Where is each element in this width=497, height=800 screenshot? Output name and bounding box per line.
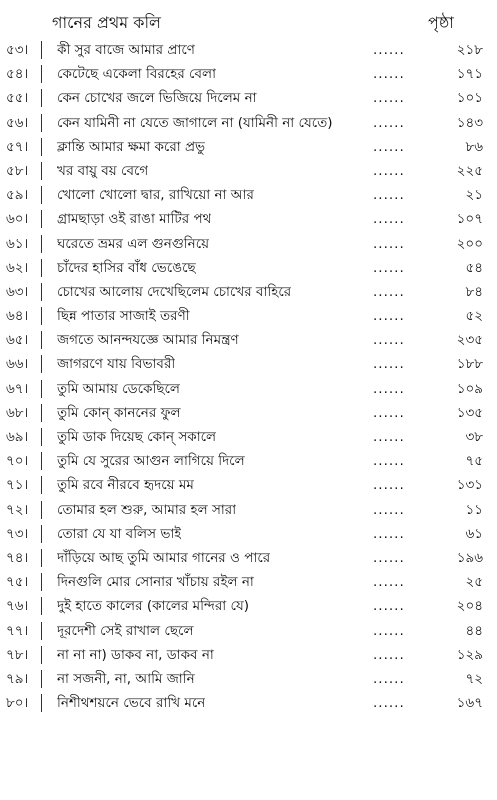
song-first-line: তুমি কোন্‌ কাননের ফুল [57, 404, 181, 421]
leader-dots: ...... [373, 90, 405, 107]
row-divider [41, 525, 42, 543]
song-first-line: দূরদেশী সেই রাখাল ছেলে [57, 622, 194, 639]
song-first-line: নিশীথশয়নে ভেবে রাখি মনে [57, 695, 206, 712]
index-row [0, 183, 497, 207]
song-first-line: তোরা যে যা বলিস ভাই [57, 525, 182, 542]
row-divider [41, 259, 42, 277]
leader-dots: ...... [373, 574, 405, 591]
page-number: ৮৬ [465, 138, 483, 155]
leader-dots: ...... [373, 695, 405, 712]
leader-dots: ...... [373, 187, 405, 204]
page-number: ১৮৮ [456, 356, 483, 373]
leader-dots: ...... [373, 283, 405, 300]
index-row [0, 352, 497, 376]
page-number: ১৩৫ [456, 404, 483, 421]
index-row [0, 135, 497, 159]
row-number: ৭৩। [6, 525, 29, 542]
page-number: ৭৫ [465, 453, 483, 470]
page-number: ১১ [465, 501, 483, 518]
leader-dots: ...... [373, 622, 405, 639]
leader-dots: ...... [373, 332, 405, 349]
index-row [0, 232, 497, 256]
index-row [0, 425, 497, 449]
leader-dots: ...... [373, 138, 405, 155]
page-number: ৩৮ [465, 429, 483, 445]
page-number: ৮৪ [465, 283, 483, 300]
page-number: ৪৪ [465, 622, 483, 639]
index-row [0, 643, 497, 667]
row-number: ৬২। [6, 259, 29, 276]
page-number: ২০০ [456, 235, 483, 252]
song-first-line: ঘরেতে ভ্রমর এল গুনগুনিয়ে [57, 235, 210, 252]
song-first-line: জাগরণে যায় বিভাবরী [57, 356, 176, 373]
row-divider [41, 573, 42, 591]
page-number: ১২৯ [456, 646, 483, 663]
row-divider [41, 355, 42, 373]
leader-dots: ...... [373, 646, 405, 663]
row-divider [41, 307, 42, 325]
leader-dots: ...... [373, 114, 405, 131]
song-first-line: তুমি আমায় ডেকেছিলে [57, 380, 180, 397]
row-divider [41, 331, 42, 349]
row-number: ৭৮। [6, 646, 29, 663]
song-first-line: চোখের আলোয় দেখেছিলেম চোখের বাহিরে [57, 283, 292, 300]
row-divider [41, 283, 42, 301]
page-number: ১৯৬ [456, 549, 483, 566]
page-number: ৭২ [465, 670, 483, 687]
index-row [0, 377, 497, 401]
song-first-line: ছিন্ন পাতার সাজাই তরণী [57, 308, 190, 325]
page-number: ১০৯ [456, 380, 483, 397]
page-number: ২০৪ [456, 598, 483, 615]
song-first-line: কেটেছে একেলা বিরহের বেলা [57, 66, 217, 83]
row-number: ৫৯। [6, 187, 29, 204]
song-first-line: দিনগুলি মোর সোনার খাঁচায় রইল না [57, 574, 254, 591]
row-number: ৭১। [6, 477, 29, 494]
row-divider [41, 162, 42, 180]
index-row [0, 256, 497, 280]
song-first-line: খোলো খোলো দ্বার, রাখিয়ো না আর [57, 187, 254, 204]
song-first-line: জগতে আনন্দযজ্ঞে আমার নিমন্ত্রণ [57, 332, 239, 349]
leader-dots: ...... [373, 477, 405, 494]
row-number: ৬৫। [6, 332, 29, 349]
row-number: ৭০। [6, 453, 29, 470]
leader-dots: ...... [373, 162, 405, 179]
index-row [0, 546, 497, 570]
index-row [0, 207, 497, 231]
row-number: ৬৪। [6, 308, 29, 325]
row-divider [41, 452, 42, 470]
row-divider [41, 65, 42, 83]
page-number: ২৫ [465, 574, 483, 591]
page-number: ২৩৫ [456, 332, 483, 349]
leader-dots: ...... [373, 404, 405, 421]
index-row [0, 62, 497, 86]
row-divider [41, 114, 42, 132]
leader-dots: ...... [373, 429, 405, 445]
row-number: ৭৯। [6, 670, 29, 687]
leader-dots: ...... [373, 598, 405, 615]
index-header [0, 10, 497, 38]
index-row [0, 401, 497, 425]
row-divider [41, 597, 42, 615]
song-first-line: দাঁড়িয়ে আছ তুমি আমার গানের ও পারে [57, 549, 271, 566]
row-number: ৬৩। [6, 283, 29, 300]
row-number: ৭৬। [6, 598, 29, 615]
row-divider [41, 404, 42, 422]
page-number: ১৬৭ [456, 695, 483, 712]
page-number: ১০১ [456, 90, 483, 107]
page-heading: পৃষ্ঠা [428, 13, 454, 32]
leader-dots: ...... [373, 66, 405, 83]
song-first-line: কেন যামিনী না যেতে জাগালে না (যামিনী না যেতে) [57, 114, 333, 131]
row-divider [41, 41, 42, 59]
index-row [0, 522, 497, 546]
index-row [0, 498, 497, 522]
row-divider [41, 186, 42, 204]
row-number: ৭২। [6, 501, 29, 518]
index-row [0, 570, 497, 594]
row-number: ৭৫। [6, 574, 29, 591]
row-divider [41, 476, 42, 494]
row-divider [41, 138, 42, 156]
index-row [0, 449, 497, 473]
song-first-line: দুই হাতে কালের (কালের মন্দিরা যে) [57, 598, 249, 615]
row-divider [41, 235, 42, 253]
row-number: ৮০। [6, 695, 29, 712]
leader-dots: ...... [373, 549, 405, 566]
song-first-line: গ্রামছাড়া ওই রাঙা মাটির পথ [57, 211, 212, 228]
row-number: ৫৮। [6, 162, 29, 179]
song-first-line: খর বায়ু বয় বেগে [57, 162, 149, 179]
leader-dots: ...... [373, 356, 405, 373]
leader-dots: ...... [373, 501, 405, 518]
index-row [0, 159, 497, 183]
row-divider [41, 622, 42, 640]
index-row [0, 691, 497, 715]
row-divider [41, 549, 42, 567]
row-divider [41, 428, 42, 446]
leader-dots: ...... [373, 259, 405, 276]
song-first-line: তুমি রবে নীরবে হৃদয়ে মম [57, 477, 194, 494]
row-number: ৭৭। [6, 622, 29, 639]
row-number: ৫৩। [6, 42, 29, 58]
page-number: ১০৭ [456, 211, 483, 228]
page-number: ২১৮ [456, 42, 483, 58]
index-row [0, 38, 497, 62]
row-divider [41, 210, 42, 228]
song-first-line: কেন চোখের জলে ভিজিয়ে দিলেম না [57, 90, 257, 107]
page-number: ২১ [465, 187, 483, 204]
row-number: ৫৭। [6, 138, 29, 155]
index-row [0, 667, 497, 691]
leader-dots: ...... [373, 42, 405, 58]
index-row [0, 473, 497, 497]
page-number: ১৩১ [456, 477, 483, 494]
index-row [0, 111, 497, 135]
song-first-line: তোমার হল শুরু, আমার হল সারা [57, 501, 237, 518]
row-divider [41, 380, 42, 398]
index-row [0, 619, 497, 643]
row-number: ৬৮। [6, 404, 29, 421]
page-number: ১৭১ [456, 66, 483, 83]
row-number: ৬৯। [6, 429, 29, 445]
row-number: ৭৪। [6, 549, 29, 566]
leader-dots: ...... [373, 525, 405, 542]
row-number: ৬০। [6, 211, 29, 228]
song-first-line: তুমি যে সুরের আগুন লাগিয়ে দিলে [57, 453, 245, 470]
row-number: ৫৪। [6, 66, 29, 83]
leader-dots: ...... [373, 670, 405, 687]
leader-dots: ...... [373, 308, 405, 325]
index-row [0, 280, 497, 304]
row-divider [41, 89, 42, 107]
song-first-line: কী সুর বাজে আমার প্রাণে [57, 42, 195, 58]
leader-dots: ...... [373, 380, 405, 397]
song-first-line: ক্লান্তি আমার ক্ষমা করো প্রভু [57, 138, 206, 155]
page-number: ১৪৩ [456, 114, 483, 131]
row-number: ৬৬। [6, 356, 29, 373]
row-divider [41, 670, 42, 688]
row-number: ৬৭। [6, 380, 29, 397]
index-row [0, 328, 497, 352]
leader-dots: ...... [373, 211, 405, 228]
row-number: ৬১। [6, 235, 29, 252]
index-row [0, 86, 497, 110]
song-first-line: চাঁদের হাসির বাঁধ ভেঙেছে [57, 259, 196, 276]
row-divider [41, 501, 42, 519]
first-line-heading: গানের প্রথম কলি [52, 13, 161, 32]
row-divider [41, 694, 42, 712]
row-number: ৫৬। [6, 114, 29, 131]
leader-dots: ...... [373, 453, 405, 470]
page-number: ২২৫ [456, 162, 483, 179]
song-index-list [0, 38, 497, 715]
page-number: ৫২ [465, 308, 483, 325]
song-first-line: না সজনী, না, আমি জানি [57, 670, 195, 687]
song-first-line: তুমি ডাক দিয়েছ কোন্‌ সকালে [57, 429, 217, 445]
row-number: ৫৫। [6, 90, 29, 107]
song-first-line: না না না) ডাকব না, ডাকব না [57, 646, 214, 663]
index-row [0, 594, 497, 618]
index-row [0, 304, 497, 328]
row-divider [41, 646, 42, 664]
leader-dots: ...... [373, 235, 405, 252]
page-number: ৬১ [465, 525, 483, 542]
page-number: ৫৪ [465, 259, 483, 276]
